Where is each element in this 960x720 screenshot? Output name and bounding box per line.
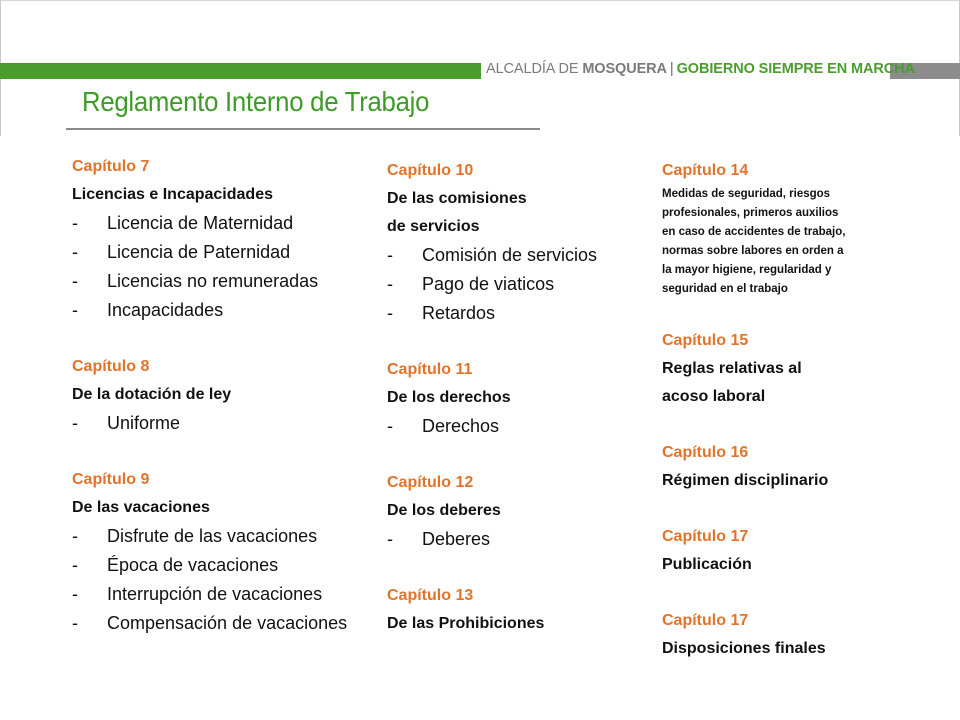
bullet-dash: - xyxy=(72,555,78,575)
chapter-section xyxy=(387,469,707,554)
bullet-dash: - xyxy=(387,274,393,294)
list-item-label: Deberes xyxy=(422,529,491,549)
list-item-label: Pago de viaticos xyxy=(422,274,555,294)
chapter-section xyxy=(387,582,707,638)
section-spacer xyxy=(72,325,392,353)
brand-bold-text: MOSQUERA xyxy=(582,61,667,77)
chapter-heading: Licencias e Incapacidades xyxy=(72,186,273,203)
chapter-heading: profesionales, primeros auxilios xyxy=(662,207,839,219)
chapter-number: Capítulo 17 xyxy=(662,528,749,545)
chapter-section xyxy=(72,466,392,638)
bullet-dash: - xyxy=(72,584,78,604)
brand-separator: | xyxy=(669,61,674,77)
bullet-dash: - xyxy=(72,300,78,320)
bullet-dash: - xyxy=(72,242,78,262)
bullet-dash: - xyxy=(387,245,393,265)
column-middle xyxy=(387,157,707,638)
list-item-label: Derechos xyxy=(422,416,500,436)
section-spacer xyxy=(662,579,952,607)
chapter-heading: normas sobre labores en orden a xyxy=(662,245,844,257)
green-header-bar xyxy=(0,63,481,79)
chapter-section xyxy=(662,327,952,411)
list-item-label: Uniforme xyxy=(107,413,181,433)
list-item-label: Compensación de vacaciones xyxy=(107,613,348,633)
bullet-dash: - xyxy=(72,613,78,633)
list-item xyxy=(387,241,707,270)
chapter-heading: De las comisiones xyxy=(387,190,527,207)
section-spacer xyxy=(662,411,952,439)
chapter-heading: de servicios xyxy=(387,218,480,235)
chapter-number: Capítulo 10 xyxy=(387,162,474,179)
chapter-number: Capítulo 7 xyxy=(72,158,150,175)
list-item xyxy=(72,238,392,267)
list-item-label: Licencias no remuneradas xyxy=(107,271,319,291)
chapter-number: Capítulo 13 xyxy=(387,587,474,604)
brand-light-text: ALCALDÍA DE xyxy=(486,61,583,77)
section-spacer xyxy=(387,554,707,582)
chapter-heading: Reglas relativas al xyxy=(662,360,802,377)
chapter-number: Capítulo 8 xyxy=(72,358,150,375)
chapter-heading: en caso de accidentes de trabajo, xyxy=(662,226,846,238)
list-item xyxy=(72,551,392,580)
list-item-label: Época de vacaciones xyxy=(107,555,279,575)
column-right xyxy=(662,157,952,663)
bullet-dash: - xyxy=(72,271,78,291)
chapter-number: Capítulo 9 xyxy=(72,471,150,488)
list-item-label: Disfrute de las vacaciones xyxy=(107,526,318,546)
chapter-heading: De la dotación de ley xyxy=(72,386,232,403)
chapter-number: Capítulo 11 xyxy=(387,361,473,378)
chapter-heading: De las Prohibiciones xyxy=(387,615,545,632)
list-item xyxy=(72,409,392,438)
chapter-heading: Régimen disciplinario xyxy=(662,472,829,489)
chapter-heading: acoso laboral xyxy=(662,388,766,405)
list-item-label: Incapacidades xyxy=(107,300,224,320)
bullet-dash: - xyxy=(387,303,393,323)
list-item-label: Licencia de Paternidad xyxy=(107,242,291,262)
page-title: Reglamento Interno de Trabajo xyxy=(82,86,430,117)
list-item-label: Retardos xyxy=(422,303,496,323)
chapter-heading: De los deberes xyxy=(387,502,501,519)
section-spacer xyxy=(72,438,392,466)
chapter-number: Capítulo 17 xyxy=(662,612,749,629)
chapter-number: Capítulo 12 xyxy=(387,474,474,491)
section-spacer xyxy=(387,441,707,469)
section-spacer xyxy=(662,495,952,523)
bullet-dash: - xyxy=(387,416,393,436)
chapter-number: Capítulo 14 xyxy=(662,162,749,179)
brand-banner xyxy=(486,61,915,77)
bullet-dash: - xyxy=(72,413,78,433)
list-item xyxy=(387,270,707,299)
chapter-section xyxy=(662,439,952,495)
chapter-heading: Publicación xyxy=(662,556,752,573)
list-item xyxy=(72,609,392,638)
chapter-heading: De las vacaciones xyxy=(72,499,210,516)
brand-slogan: GOBIERNO SIEMPRE EN MARCHA xyxy=(676,61,915,77)
chapter-section xyxy=(387,157,707,328)
column-left xyxy=(72,153,392,638)
chapter-number: Capítulo 15 xyxy=(662,332,749,349)
chapter-section xyxy=(72,153,392,325)
chapter-heading: seguridad en el trabajo xyxy=(662,283,788,295)
bullet-dash: - xyxy=(72,526,78,546)
list-item-label: Interrupción de vacaciones xyxy=(107,584,323,604)
chapter-number: Capítulo 16 xyxy=(662,444,749,461)
section-spacer xyxy=(662,299,952,327)
chapter-section xyxy=(72,353,392,438)
list-item xyxy=(72,267,392,296)
list-item-label: Licencia de Maternidad xyxy=(107,213,294,233)
list-item xyxy=(72,522,392,551)
bullet-dash: - xyxy=(72,213,78,233)
list-item xyxy=(72,296,392,325)
section-spacer xyxy=(387,328,707,356)
chapter-section xyxy=(387,356,707,441)
chapter-section xyxy=(662,607,952,663)
list-item-label: Comisión de servicios xyxy=(422,245,598,265)
chapter-heading: la mayor higiene, regularidad y xyxy=(662,264,832,276)
list-item xyxy=(72,209,392,238)
chapter-heading: Medidas de seguridad, riesgos xyxy=(662,188,831,200)
chapter-section xyxy=(662,157,952,299)
bullet-dash: - xyxy=(387,529,393,549)
list-item xyxy=(387,299,707,328)
title-underline xyxy=(66,128,540,130)
list-item xyxy=(387,412,707,441)
chapter-section xyxy=(662,523,952,579)
list-item xyxy=(72,580,392,609)
list-item xyxy=(387,525,707,554)
chapter-heading: De los derechos xyxy=(387,389,511,406)
chapter-heading: Disposiciones finales xyxy=(662,640,826,657)
